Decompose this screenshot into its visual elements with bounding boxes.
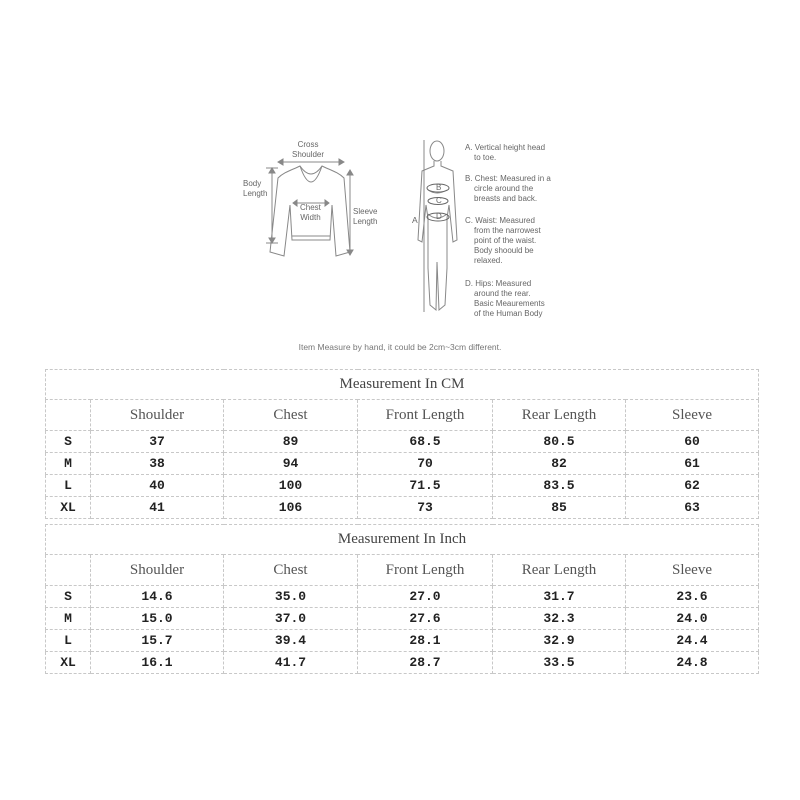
table-cell: 27.6 [358, 608, 493, 630]
cross-shoulder-label: Cross Shoulder [292, 140, 325, 159]
table-cell: 39.4 [224, 630, 358, 652]
table-cell: 24.0 [626, 608, 759, 630]
table-cell: 31.7 [493, 586, 626, 608]
table-cell: 80.5 [493, 431, 626, 453]
table-cell: 24.4 [626, 630, 759, 652]
marker-c: C [436, 196, 442, 205]
table-cell: 27.0 [358, 586, 493, 608]
table-cell: 37 [91, 431, 224, 453]
column-header: Front Length [358, 555, 493, 586]
table-cell: 82 [493, 453, 626, 475]
table-cell: 38 [91, 453, 224, 475]
column-header: Chest [224, 400, 358, 431]
table-cell: 70 [358, 453, 493, 475]
measure-caption: Item Measure by hand, it could be 2cm~3cm different. [298, 342, 502, 352]
column-header: Front Length [358, 400, 493, 431]
column-header: Sleeve [626, 555, 759, 586]
table-cell: 32.3 [493, 608, 626, 630]
size-label: S [46, 586, 91, 608]
note-hips: D. Hips: Measured around the rear. Basic Meaurements of the Human Body [465, 279, 545, 318]
size-label: L [46, 630, 91, 652]
size-label: M [46, 608, 91, 630]
table-cell: 40 [91, 475, 224, 497]
table-cell: 100 [224, 475, 358, 497]
table-cell: 73 [358, 497, 493, 519]
table-cell: 15.0 [91, 608, 224, 630]
size-label: L [46, 475, 91, 497]
table-cell: 33.5 [493, 652, 626, 674]
cm-table [45, 369, 759, 519]
column-header: Rear Length [493, 400, 626, 431]
table-cell: 106 [224, 497, 358, 519]
body-length-label: Body Length [243, 179, 268, 198]
table-cell: 83.5 [493, 475, 626, 497]
column-header: Sleeve [626, 400, 759, 431]
table-row [46, 475, 759, 497]
measurement-diagram [0, 0, 800, 360]
corner-cell [46, 400, 91, 431]
table-cell: 62 [626, 475, 759, 497]
marker-d: D [436, 212, 442, 221]
diagram-art [0, 0, 800, 360]
size-label: M [46, 453, 91, 475]
table-cell: 41 [91, 497, 224, 519]
size-label: XL [46, 652, 91, 674]
table-row [46, 453, 759, 475]
note-waist: C. Waist: Measured from the narrowest point of the waist. Body shoould be relaxed. [465, 216, 541, 265]
table-cell: 94 [224, 453, 358, 475]
table-cell: 61 [626, 453, 759, 475]
table-cell: 23.6 [626, 586, 759, 608]
table-cell: 28.7 [358, 652, 493, 674]
table-cell: 89 [224, 431, 358, 453]
table-row [46, 608, 759, 630]
table-row [46, 431, 759, 453]
table-row [46, 586, 759, 608]
corner-cell [46, 555, 91, 586]
table-cell: 28.1 [358, 630, 493, 652]
chest-width-label: Chest Width [300, 203, 321, 222]
marker-a: A [412, 215, 418, 225]
body-length-arrow [266, 168, 278, 243]
inch-table [45, 524, 759, 674]
table-cell: 63 [626, 497, 759, 519]
table-cell: 85 [493, 497, 626, 519]
inch-table-title: Measurement In Inch [46, 525, 759, 555]
marker-b: B [436, 183, 442, 192]
table-cell: 71.5 [358, 475, 493, 497]
column-header: Shoulder [91, 400, 224, 431]
table-cell: 24.8 [626, 652, 759, 674]
cm-table-title: Measurement In CM [46, 370, 759, 400]
table-cell: 41.7 [224, 652, 358, 674]
table-cell: 15.7 [91, 630, 224, 652]
table-row [46, 652, 759, 674]
table-cell: 32.9 [493, 630, 626, 652]
note-chest: B. Chest: Measured in a circle around the breasts and back. [465, 174, 551, 203]
table-row [46, 630, 759, 652]
table-cell: 68.5 [358, 431, 493, 453]
table-cell: 60 [626, 431, 759, 453]
table-cell: 37.0 [224, 608, 358, 630]
size-label: S [46, 431, 91, 453]
table-cell: 16.1 [91, 652, 224, 674]
table-row [46, 497, 759, 519]
column-header: Shoulder [91, 555, 224, 586]
size-label: XL [46, 497, 91, 519]
column-header: Chest [224, 555, 358, 586]
sleeve-length-label: Sleeve Length [353, 207, 378, 226]
note-height: A. Vertical height head to toe. [465, 143, 546, 162]
table-cell: 35.0 [224, 586, 358, 608]
column-header: Rear Length [493, 555, 626, 586]
table-cell: 14.6 [91, 586, 224, 608]
